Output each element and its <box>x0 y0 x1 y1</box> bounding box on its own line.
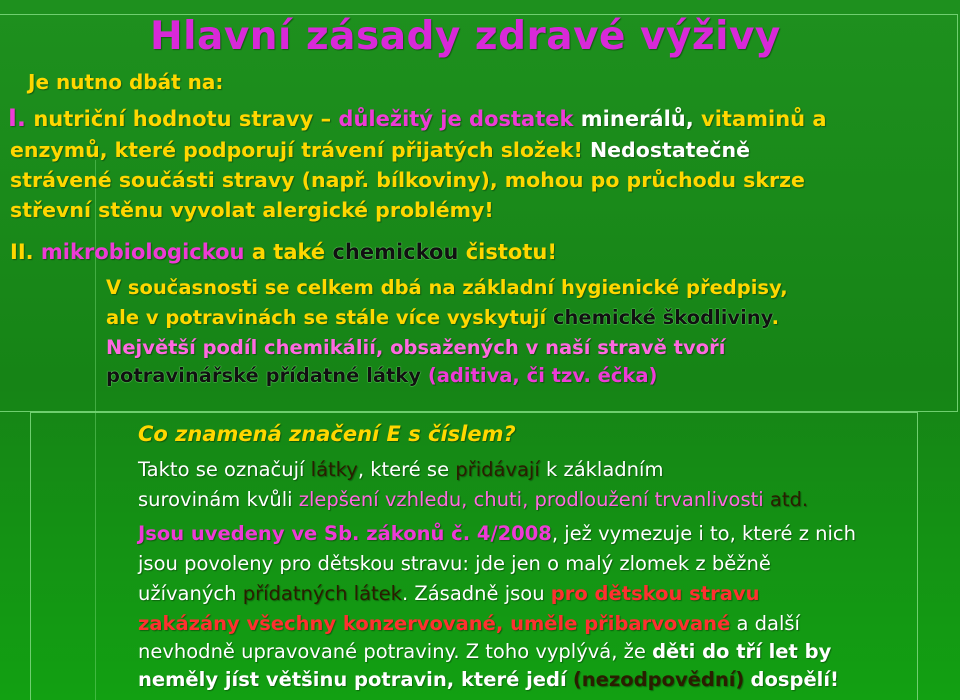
box-b1b: látky <box>310 458 358 481</box>
box-b1c: , které se <box>357 458 450 481</box>
section2-s2b: chemické škodliviny <box>552 306 772 329</box>
section1-l1b: důležitý je dostatek <box>338 107 574 131</box>
section1-line1 <box>8 104 827 132</box>
section2-s4 <box>106 364 657 387</box>
box-b5c: . Zásadně jsou <box>401 582 545 605</box>
section2-s2a: ale v potravinách se stále více vyskytují <box>106 306 547 329</box>
section2-s2c: . <box>771 306 780 329</box>
box-line6 <box>138 612 800 635</box>
box-b1a: Takto se označují <box>138 458 305 481</box>
box-b2b: zlepšení vzhledu, chuti, prodloužení trvanlivosti <box>298 488 764 511</box>
section1-l2a: enzymů, které podporují trávení přijatých složek! <box>10 138 583 162</box>
box-b8c: dospělí! <box>750 668 839 691</box>
section1-line3: strávené součásti stravy (např. bílkoviny), mohou po průchodu skrze <box>10 168 805 192</box>
section2-s3: Největší podíl chemikálií, obsažených v naší stravě tvoří <box>106 336 726 359</box>
section1-line4: střevní stěnu vyvolat alergické problémy! <box>10 198 494 222</box>
box-line4: jsou povoleny pro dětskou stravu: jde jen o malý zlomek z běžně <box>138 552 771 575</box>
box-b1d: přidávají <box>455 458 540 481</box>
page-title: Hlavní zásady zdravé výživy <box>150 14 781 59</box>
section2-s1: V současnosti se celkem dbá na základní hygienické předpisy, <box>106 276 788 299</box>
section1-numeral: I. <box>8 104 27 132</box>
section1-l2b: Nedostatečně <box>590 138 751 162</box>
section2-a: mikrobiologickou <box>40 240 245 264</box>
intro-text: Je nutno dbát na: <box>28 70 224 94</box>
box-b2a: surovinám kvůli <box>138 488 293 511</box>
box-line7 <box>138 640 831 663</box>
box-b7b: děti do tří let by <box>652 640 832 663</box>
section2-s4a: potravinářské <box>106 364 259 387</box>
box-b8a: neměly jíst většinu potravin, které jedí <box>138 668 567 691</box>
section2-numeral: II. <box>10 240 34 264</box>
section1-line2 <box>10 138 750 162</box>
section2-heading <box>10 240 557 264</box>
box-line3 <box>138 522 856 545</box>
box-b6a: zakázány všechny konzervované, uměle přibarvované <box>138 612 731 635</box>
section2-d: čistotu! <box>465 240 557 264</box>
box-question: Co znamená značení E s číslem? <box>138 422 516 446</box>
box-line8 <box>138 668 839 691</box>
box-b5a: užívaných <box>138 582 237 605</box>
box-b3a: Jsou uvedeny ve Sb. zákonů č. 4/2008 <box>138 522 552 545</box>
box-b5b: přídatných látek <box>242 582 402 605</box>
section2-s4b: přídatné látky <box>265 364 422 387</box>
box-line2 <box>138 488 808 511</box>
section2-s2 <box>106 306 779 329</box>
box-line5 <box>138 582 759 605</box>
box-b2c: atd. <box>769 488 809 511</box>
box-line1 <box>138 458 663 481</box>
section2-b: a také <box>251 240 326 264</box>
box-b5d: pro dětskou stravu <box>550 582 760 605</box>
box-b8b: (nezodpovědní) <box>572 668 745 691</box>
box-b3b: , jež vymezuje i to, které z nich <box>551 522 857 545</box>
section1-l1a: nutriční hodnotu stravy – <box>33 107 332 131</box>
section1-l1d: vitaminů a <box>701 107 827 131</box>
section2-s4c: (aditiva, či tzv. éčka) <box>427 364 658 387</box>
box-b1e: k základním <box>545 458 664 481</box>
box-b6b: a další <box>736 612 800 635</box>
box-b7: nevhodně upravované potraviny. Z toho vyplývá, že <box>138 640 646 663</box>
section1-l1c: minerálů, <box>580 107 694 131</box>
section2-c: chemickou <box>332 240 459 264</box>
